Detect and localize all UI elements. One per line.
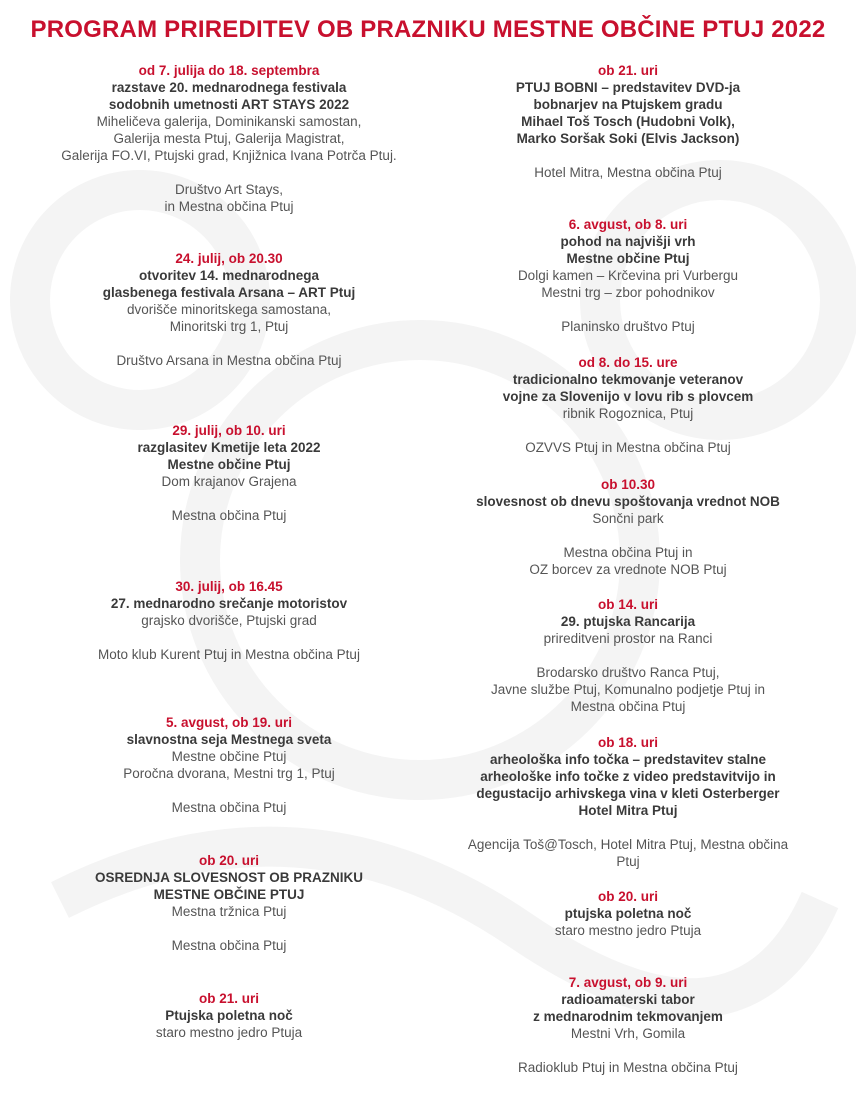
event-item xyxy=(438,974,818,1076)
event-title: ptujska poletna noč xyxy=(564,906,692,921)
event-title: arheološke info točke z video predstavitvijo in xyxy=(480,769,776,784)
event-location: Mestni trg – zbor pohodnikov xyxy=(541,285,715,300)
event-location: Miheličeva galerija, Dominikanski samostan, xyxy=(96,114,362,129)
event-time: ob 21. uri xyxy=(198,991,259,1006)
spacer xyxy=(20,782,438,799)
event-location: Sončni park xyxy=(592,511,664,526)
event-organizer: Ptuj xyxy=(616,854,640,869)
event-organizer: Moto klub Kurent Ptuj in Mestna občina Ptuj xyxy=(98,647,360,662)
event-location: staro mestno jedro Ptuja xyxy=(155,1025,303,1040)
event-item xyxy=(438,596,818,715)
page-title: PROGRAM PRIREDITEV OB PRAZNIKU MESTNE OBČINE PTUJ 2022 xyxy=(30,16,826,43)
event-title: razstave 20. mednarodnega festivala xyxy=(111,80,347,95)
event-time: 29. julij, ob 10. uri xyxy=(172,423,286,438)
event-title: slovesnost ob dnevu spoštovanja vrednot NOB xyxy=(476,494,780,509)
event-title: 27. mednarodno srečanje motoristov xyxy=(110,596,348,611)
spacer xyxy=(20,629,438,646)
event-time: 6. avgust, ob 8. uri xyxy=(568,217,688,232)
spacer xyxy=(20,335,438,352)
event-location: staro mestno jedro Ptuja xyxy=(554,923,702,938)
event-item xyxy=(438,476,818,578)
event-organizer: OZVVS Ptuj in Mestna občina Ptuj xyxy=(525,440,731,455)
event-time: ob 14. uri xyxy=(597,597,658,612)
event-title: bobnarjev na Ptujskem gradu xyxy=(533,97,723,112)
event-organizer: OZ borcev za vrednote NOB Ptuj xyxy=(529,562,727,577)
event-location: Mestna tržnica Ptuj xyxy=(171,904,287,919)
event-time: ob 21. uri xyxy=(597,63,658,78)
event-item xyxy=(20,578,438,663)
event-title: radioamaterski tabor xyxy=(561,992,695,1007)
event-organizer: Javne službe Ptuj, Komunalno podjetje Ptuj in xyxy=(491,682,765,697)
event-item xyxy=(20,422,438,524)
event-title: glasbenega festivala Arsana – ART Ptuj xyxy=(102,285,356,300)
event-item xyxy=(20,250,438,369)
event-time: od 8. do 15. ure xyxy=(578,355,678,370)
event-organizer: Mestna občina Ptuj xyxy=(171,800,287,815)
event-item xyxy=(438,354,818,456)
event-item xyxy=(438,216,818,335)
event-item xyxy=(20,62,438,215)
event-location: Mestne občine Ptuj xyxy=(171,749,287,764)
spacer xyxy=(438,819,818,836)
event-title: arheološka info točka – predstavitev stalne xyxy=(489,752,767,767)
event-title: z mednarodnim tekmovanjem xyxy=(533,1009,723,1024)
event-organizer: Mestna občina Ptuj xyxy=(171,508,287,523)
spacer xyxy=(20,490,438,507)
event-location: Dom krajanov Grajena xyxy=(161,474,297,489)
event-time: ob 18. uri xyxy=(597,735,658,750)
event-time: ob 20. uri xyxy=(597,889,658,904)
spacer xyxy=(438,1042,818,1059)
event-title: Marko Soršak Soki (Elvis Jackson) xyxy=(516,131,740,146)
spacer xyxy=(438,147,818,164)
event-time: 24. julij, ob 20.30 xyxy=(175,251,283,266)
event-title: PTUJ BOBNI – predstavitev DVD-ja xyxy=(515,80,741,95)
event-location: Galerija FO.VI, Ptujski grad, Knjižnica Ivana Potrča Ptuj. xyxy=(61,148,397,163)
event-time: 7. avgust, ob 9. uri xyxy=(568,975,688,990)
event-title: 29. ptujska Rancarija xyxy=(560,614,696,629)
event-item xyxy=(438,62,818,181)
event-time: 30. julij, ob 16.45 xyxy=(175,579,283,594)
spacer xyxy=(438,422,818,439)
event-title: pohod na najvišji vrh xyxy=(560,234,696,249)
event-title: tradicionalno tekmovanje veteranov xyxy=(512,372,744,387)
event-title: MESTNE OBČINE PTUJ xyxy=(153,887,305,902)
event-location: grajsko dvorišče, Ptujski grad xyxy=(141,613,317,628)
event-time: od 7. julija do 18. septembra xyxy=(138,63,320,78)
spacer xyxy=(20,920,438,937)
event-location: Dolgi kamen – Krčevina pri Vurbergu xyxy=(517,268,739,283)
event-time: 5. avgust, ob 19. uri xyxy=(165,715,293,730)
event-location: prireditveni prostor na Ranci xyxy=(543,631,713,646)
event-item xyxy=(20,990,438,1041)
event-organizer: Agencija Toš@Tosch, Hotel Mitra Ptuj, Mestna občina xyxy=(467,837,789,852)
event-title: razglasitev Kmetije leta 2022 xyxy=(137,440,321,455)
event-title: Mestne občine Ptuj xyxy=(566,251,690,266)
event-time: ob 20. uri xyxy=(198,853,259,868)
event-organizer: Društvo Arsana in Mestna občina Ptuj xyxy=(116,353,342,368)
event-location: Mestni Vrh, Gomila xyxy=(570,1026,686,1041)
event-organizer: Mestna občina Ptuj xyxy=(570,699,686,714)
spacer xyxy=(20,164,438,181)
event-title: slavnostna seja Mestnega sveta xyxy=(126,732,332,747)
event-title: sodobnih umetnosti ART STAYS 2022 xyxy=(108,97,350,112)
event-item xyxy=(20,852,438,954)
event-location: ribnik Rogoznica, Ptuj xyxy=(562,406,694,421)
event-title: Mestne občine Ptuj xyxy=(167,457,291,472)
event-time: ob 10.30 xyxy=(600,477,656,492)
event-location: Minoritski trg 1, Ptuj xyxy=(169,319,289,334)
spacer xyxy=(438,301,818,318)
event-organizer: Radioklub Ptuj in Mestna občina Ptuj xyxy=(518,1060,738,1075)
event-location: Poročna dvorana, Mestni trg 1, Ptuj xyxy=(123,766,335,781)
event-organizer: Planinsko društvo Ptuj xyxy=(561,319,695,334)
event-organizer: Mestna občina Ptuj xyxy=(171,938,287,953)
event-organizer: in Mestna občina Ptuj xyxy=(164,199,294,214)
event-title: Hotel Mitra Ptuj xyxy=(578,803,678,818)
event-title: Mihael Toš Tosch (Hudobni Volk), xyxy=(521,114,735,129)
event-title: degustacijo arhivskega vina v kleti Osterberger xyxy=(476,786,780,801)
spacer xyxy=(438,527,818,544)
event-title: otvoritev 14. mednarodnega xyxy=(138,268,320,283)
event-location: dvorišče minoritskega samostana, xyxy=(126,302,332,317)
event-organizer: Hotel Mitra, Mestna občina Ptuj xyxy=(534,165,722,180)
event-organizer: Društvo Art Stays, xyxy=(174,182,284,197)
spacer xyxy=(438,647,818,664)
event-item xyxy=(438,734,818,870)
event-item xyxy=(438,888,818,939)
event-title: OSREDNJA SLOVESNOST OB PRAZNIKU xyxy=(94,870,364,885)
event-item xyxy=(20,714,438,816)
event-organizer: Brodarsko društvo Ranca Ptuj, xyxy=(536,665,720,680)
event-location: Galerija mesta Ptuj, Galerija Magistrat, xyxy=(113,131,345,146)
event-title: vojne za Slovenijo v lovu rib s plovcem xyxy=(502,389,754,404)
event-organizer: Mestna občina Ptuj in xyxy=(563,545,693,560)
event-title: Ptujska poletna noč xyxy=(165,1008,293,1023)
